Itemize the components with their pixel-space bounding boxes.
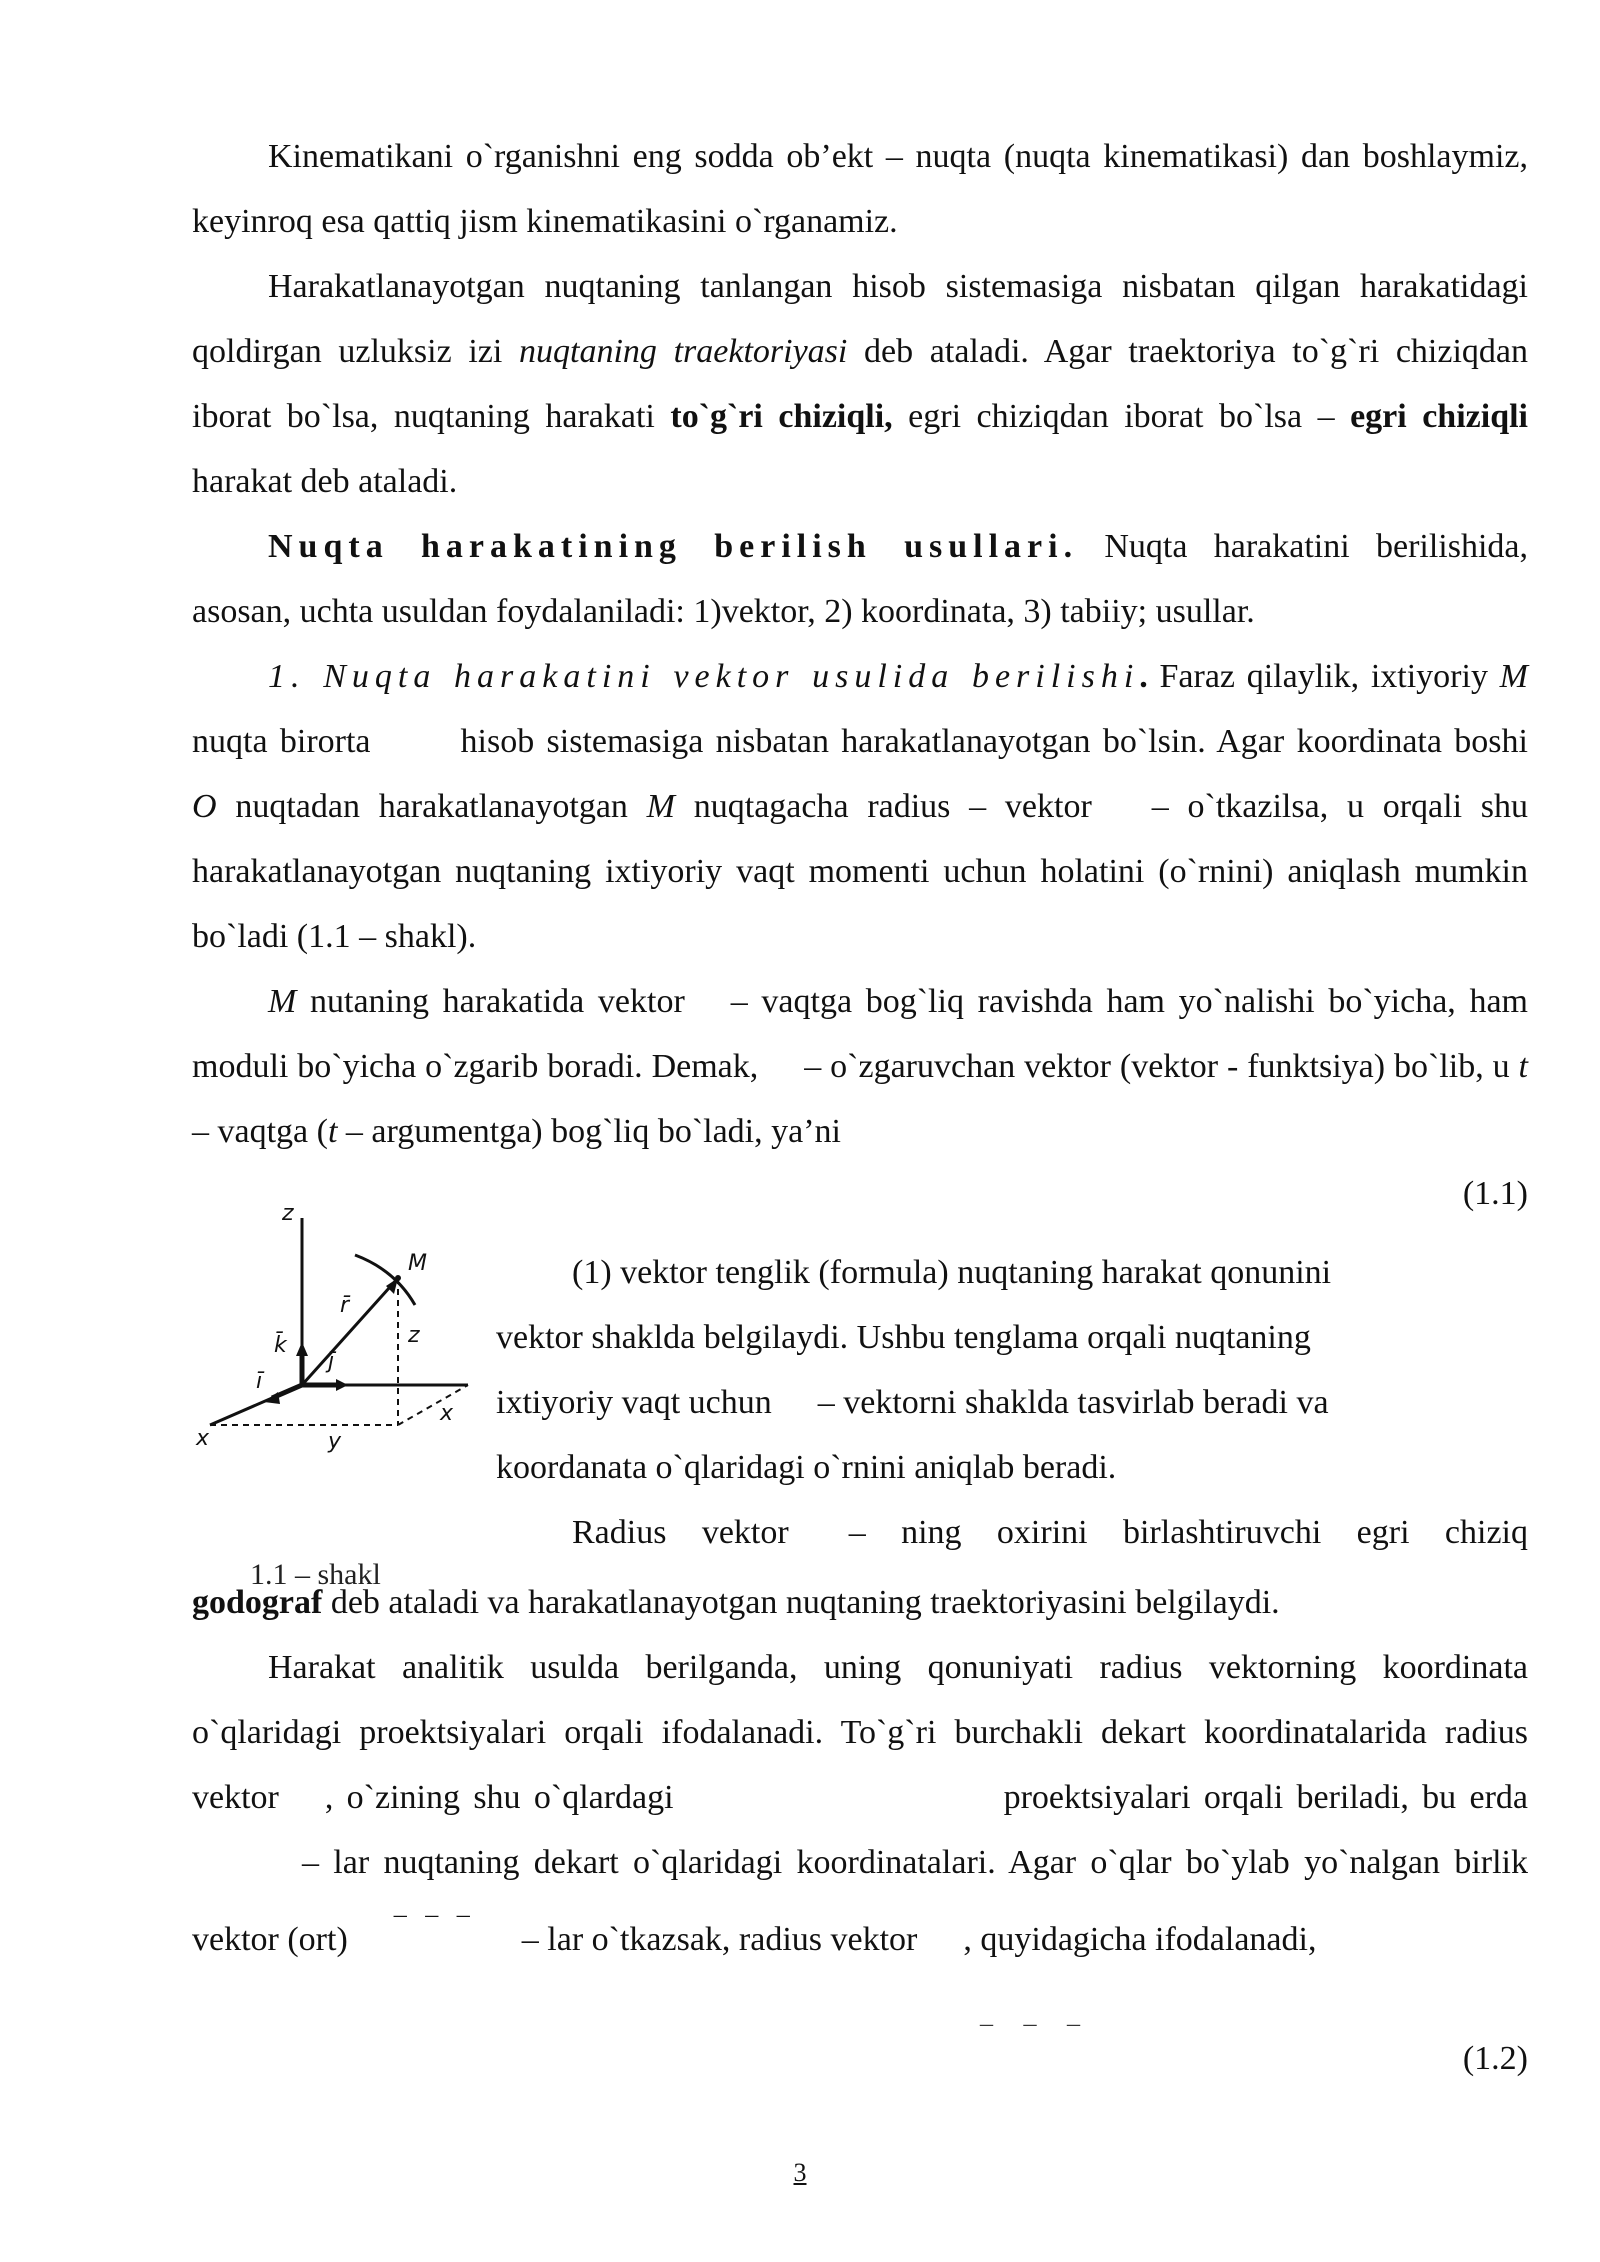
term-trajectory: nuqtaning traektoriyasi bbox=[519, 333, 848, 370]
label-i-vector: ī bbox=[256, 1369, 263, 1394]
symbol-M: M bbox=[268, 983, 297, 1020]
symbol-t: t bbox=[1518, 1048, 1528, 1085]
text-segment: – vaqtga ( bbox=[192, 1113, 328, 1150]
paragraph-intro-text: Kinematikani o`rganishni eng sodda ob’ekt – nuqta (nuqta kinematikasi) dan boshlaymiz, keyinroq esa qattiq jism kinematikasini o`rganamiz. bbox=[192, 138, 1528, 240]
label-y-coordinate: y bbox=[328, 1429, 342, 1454]
label-r-vector: r̄ bbox=[340, 1293, 350, 1318]
term-curvilinear: egri chiziqli bbox=[1350, 398, 1529, 435]
text-segment: deb ataladi. Agar traektoriya to`g`ri chiziqdan iborat bo`lsa, nuqtaning harakati bbox=[192, 333, 1528, 435]
side-line-5 bbox=[496, 1500, 1528, 1565]
projection-lines bbox=[210, 1278, 468, 1425]
arrowhead-k bbox=[296, 1342, 308, 1356]
text-segment: – o`tkazilsa, u orqali shu harakatlanayotgan nuqtaning ixtiyoriy vaqt momenti uchun holatini (o`rnini) aniqlash mumkin bo`ladi (1.1 – shakl). bbox=[192, 788, 1529, 955]
text-segment: – vektorni shaklda tasvirlab beradi va bbox=[817, 1384, 1329, 1421]
heading-dot: . bbox=[1139, 658, 1148, 695]
arrowhead-i bbox=[264, 1392, 280, 1404]
text-segment: – lar nuqtaning dekart o`qlaridagi koordinatalari. Agar o`qlar bo`ylab yo`nalgan birlik vektor (ort) bbox=[192, 1844, 1528, 1958]
paragraph-methods bbox=[192, 514, 1528, 644]
term-straight-line: to`g`ri chiziqli, bbox=[670, 398, 893, 435]
section-heading-vector-method: 1. Nuqta harakatini vektor usulida berilishi bbox=[268, 658, 1140, 695]
term-godograf: godograf bbox=[192, 1584, 323, 1621]
side-line-4: koordanata o`qlaridagi o`rnini aniqlab beradi. bbox=[496, 1449, 1117, 1486]
text-segment: nuqtadan harakatlanayotgan bbox=[216, 788, 647, 825]
text-segment: Radius vektor bbox=[572, 1514, 789, 1551]
figure-side-text bbox=[496, 1240, 1528, 1565]
label-x-axis: x bbox=[196, 1426, 210, 1451]
text-segment: Harakatlanayotgan nuqtaning tanlangan hisob sistemasiga nisbatan qilgan harakatidagi qoldirgan uzluksiz izi bbox=[192, 268, 1528, 370]
text-segment: egri chiziqdan iborat bo`lsa – bbox=[892, 398, 1351, 435]
text-segment: , quyidagicha ifodalanadi, bbox=[963, 1921, 1317, 1958]
paragraph-godograf bbox=[192, 1570, 1528, 1635]
point-M bbox=[395, 1275, 401, 1281]
symbol-M: M bbox=[646, 788, 675, 825]
text-segment: hisob sistemasiga nisbatan harakatlanayotgan bo`lsin. Agar koordinata boshi bbox=[460, 723, 1528, 760]
text-segment: Harakat analitik usulda berilganda, uning qonuniyati radius vektorning koordinata o`qlaridagi proektsiyalari orqali ifodalanadi. To`g`ri burchakli dekart koordinatalarida radius vektor bbox=[192, 1649, 1528, 1816]
equation-number-1-1: (1.1) bbox=[1462, 1175, 1528, 1212]
text-segment: harakat deb ataladi. bbox=[192, 463, 458, 500]
text-segment: – lar o`tkazsak, radius vektor bbox=[521, 1921, 918, 1958]
trajectory-curve bbox=[355, 1255, 415, 1305]
label-k-vector: k̄ bbox=[274, 1333, 287, 1358]
label-j-vector: j̄ bbox=[328, 1349, 335, 1374]
page-number: 3 bbox=[793, 2158, 807, 2187]
paragraph-vector-change bbox=[192, 969, 1528, 1164]
text-segment: – vaqtga bog`liq ravishda ham yo`nalishi bo`yicha, ham moduli bo`yicha o`zgarib boradi. Demak, bbox=[192, 983, 1528, 1085]
text-segment: Nuqta harakatini berilishida, asosan, uchta usuldan foydalaniladi: 1)vektor, 2) koordinata, 3) tabiiy; usullar. bbox=[192, 528, 1529, 630]
side-line-1: (1) vektor tenglik (formula) nuqtaning harakat qonunini bbox=[572, 1254, 1332, 1291]
text-segment: , o`zining shu o`qlardagi bbox=[324, 1779, 674, 1816]
figure-caption: 1.1 – shakl bbox=[250, 1558, 381, 1591]
text-segment: Faraz qilaylik, ixtiyoriy bbox=[1147, 658, 1500, 695]
text-segment: nuqta birorta bbox=[192, 723, 371, 760]
label-z-coordinate: z bbox=[408, 1323, 420, 1348]
text-segment: proektsiyalari orqali beriladi, bu erda bbox=[1003, 1779, 1528, 1816]
text-segment: ixtiyoriy vaqt uchun bbox=[496, 1384, 772, 1421]
text-segment: nuqtagacha radius – vektor bbox=[675, 788, 1092, 825]
unit-vector-bars: ¯ ¯ ¯ bbox=[393, 1913, 476, 1942]
radius-vector-line bbox=[302, 1278, 398, 1385]
formula-bars: ¯ ¯ ¯ bbox=[980, 2022, 1092, 2051]
label-z-axis: z bbox=[282, 1201, 294, 1226]
lower-text-block bbox=[192, 1570, 1528, 1972]
text-segment: nutaning harakatida vektor bbox=[296, 983, 685, 1020]
arrowhead-j bbox=[336, 1379, 348, 1391]
vector-diagram bbox=[190, 1200, 480, 1454]
paragraph-vector-method bbox=[192, 644, 1528, 969]
text-segment: – ning oxirini birlashtiruvchi egri chiziq bbox=[848, 1514, 1528, 1551]
label-M: M bbox=[408, 1251, 427, 1276]
text-segment: – argumentga) bog`liq bo`ladi, ya’ni bbox=[337, 1113, 841, 1150]
paragraph-analytic bbox=[192, 1635, 1528, 1972]
text-segment: deb ataladi va harakatlanayotgan nuqtaning traektoriyasini belgilaydi. bbox=[322, 1584, 1280, 1621]
paragraph-intro bbox=[192, 124, 1528, 254]
paragraph-trajectory bbox=[192, 254, 1528, 514]
projection-y-line bbox=[398, 1385, 468, 1425]
figure-1-1 bbox=[190, 1200, 480, 1454]
section-heading-methods: Nuqta harakatining berilish usullari. bbox=[268, 528, 1079, 565]
equation-number-1-2: (1.2) bbox=[1462, 2040, 1528, 2077]
symbol-O: O bbox=[192, 788, 217, 825]
symbol-t: t bbox=[327, 1113, 338, 1150]
side-line-2: vektor shaklda belgilaydi. Ushbu tenglama orqali nuqtaning bbox=[496, 1319, 1311, 1356]
label-x-coordinate: x bbox=[440, 1401, 454, 1426]
symbol-M: M bbox=[1499, 658, 1528, 695]
upper-text-block bbox=[192, 124, 1528, 1164]
text-segment: – o`zgaruvchan vektor (vektor - funktsiya) bo`lib, u bbox=[804, 1048, 1519, 1085]
diagram-lines bbox=[210, 1218, 468, 1425]
side-line-3 bbox=[496, 1370, 1528, 1435]
